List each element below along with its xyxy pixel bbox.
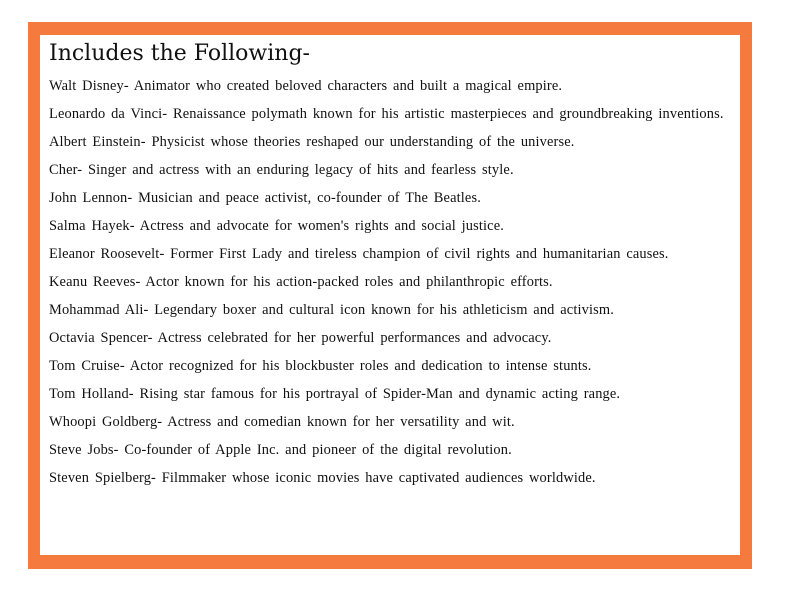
list-item: Albert Einstein- Physicist whose theories reshaped our understanding of the universe.: [49, 134, 575, 150]
list-item: Eleanor Roosevelt- Former First Lady and tireless champion of civil rights and humanitarian causes.: [49, 246, 669, 262]
list-item: Steven Spielberg- Filmmaker whose iconic movies have captivated audiences worldwide.: [49, 470, 596, 486]
list-item: Cher- Singer and actress with an enduring legacy of hits and fearless style.: [49, 162, 514, 178]
list-item: Steve Jobs- Co-founder of Apple Inc. and pioneer of the digital revolution.: [49, 442, 512, 458]
list-item: Leonardo da Vinci- Renaissance polymath known for his artistic masterpieces and groundbreaking inventions.: [49, 106, 724, 122]
list-item: John Lennon- Musician and peace activist, co-founder of The Beatles.: [49, 190, 481, 206]
orange-border-frame: [28, 22, 752, 569]
list-item: Keanu Reeves- Actor known for his action-packed roles and philanthropic efforts.: [49, 274, 553, 290]
list-item: Tom Cruise- Actor recognized for his blockbuster roles and dedication to intense stunts.: [49, 358, 592, 374]
page-title: Includes the Following-: [49, 41, 310, 66]
list-item: Walt Disney- Animator who created beloved characters and built a magical empire.: [49, 78, 563, 94]
entries-list: [49, 80, 729, 500]
list-item: Tom Holland- Rising star famous for his portrayal of Spider-Man and dynamic acting range.: [49, 386, 621, 402]
list-item: Octavia Spencer- Actress celebrated for her powerful performances and advocacy.: [49, 330, 552, 346]
list-item: Whoopi Goldberg- Actress and comedian known for her versatility and wit.: [49, 414, 515, 430]
list-item: Salma Hayek- Actress and advocate for women's rights and social justice.: [49, 218, 504, 234]
content-panel: [40, 35, 740, 555]
list-item: Mohammad Ali- Legendary boxer and cultural icon known for his athleticism and activism.: [49, 302, 614, 318]
